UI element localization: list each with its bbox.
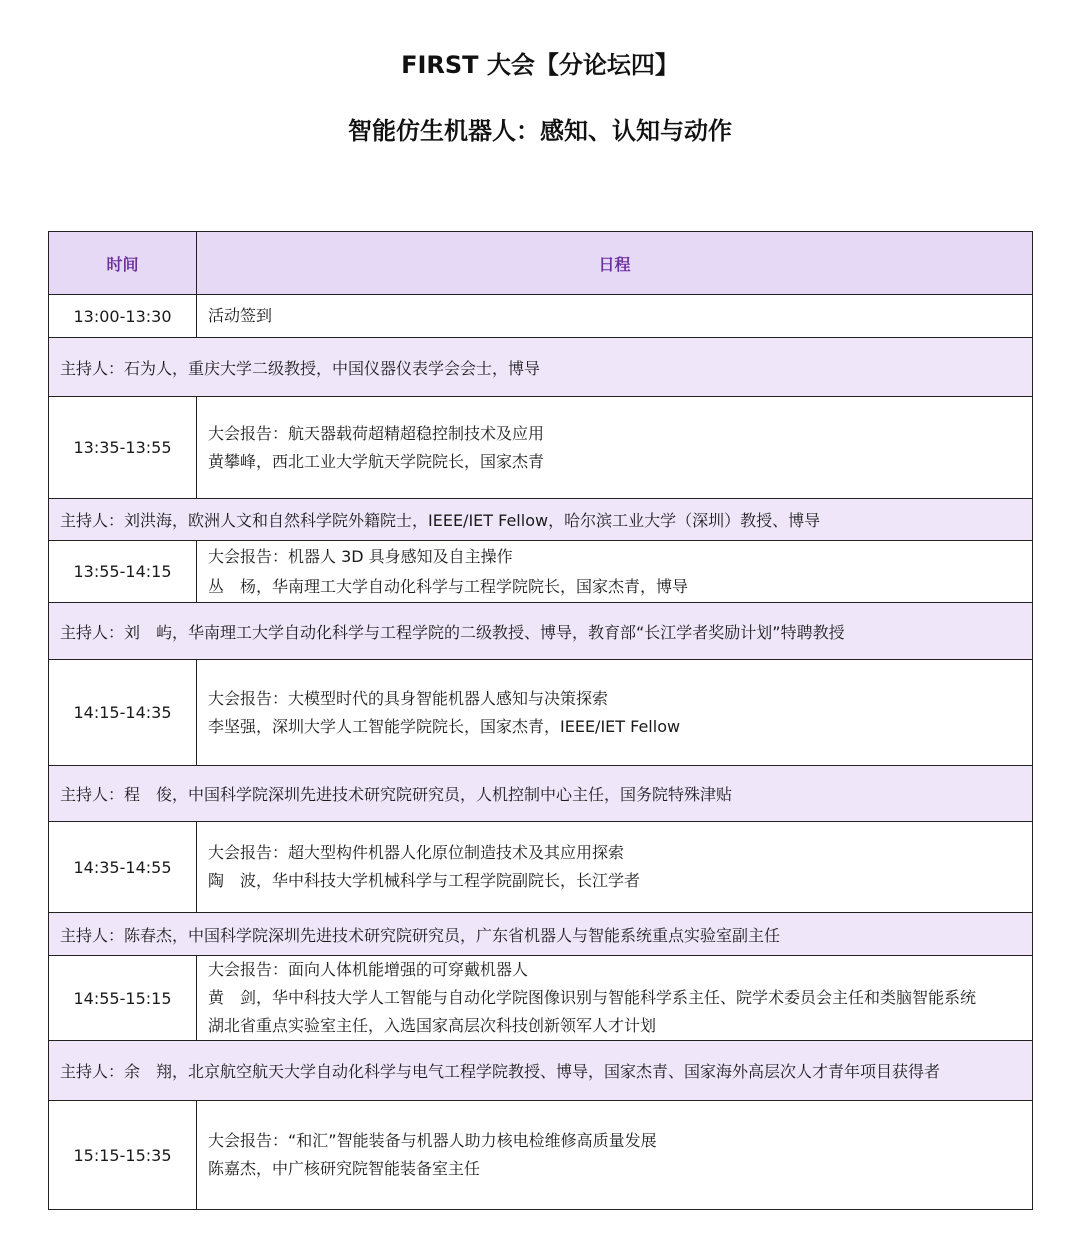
host-cell: 主持人：程 俊，中国科学院深圳先进技术研究院研究员，人机控制中心主任，国务院特殊津贴 [49,766,1033,822]
speaker-info: 丛 杨，华南理工大学自动化科学与工程学院院长，国家杰青，博导 [208,576,689,596]
talk-title: 大会报告：航天器载荷超精超稳控制技术及应用 [208,423,545,443]
time-cell: 13:35-13:55 [49,397,197,499]
table-row [49,1101,1033,1210]
time-cell: 14:15-14:35 [49,660,197,766]
schedule-cell [197,541,1033,603]
schedule-line: 活动签到 [208,306,273,325]
table-row [49,660,1033,766]
speaker-info: 李坚强，深圳大学人工智能学院院长，国家杰青，IEEE/IET Fellow [208,716,681,736]
speaker-info: 陶 波，华中科技大学机械科学与工程学院副院长，长江学者 [208,871,641,890]
table-row [49,295,1033,338]
speaker-info: 黄 剑，华中科技大学人工智能与自动化学院图像识别与智能科学系主任、院学术委员会主任和类脑智能系统 [208,988,977,1007]
speaker-info: 陈嘉杰，中广核研究院智能装备室主任 [208,1159,481,1178]
table-row [49,956,1033,1041]
schedule-cell [197,822,1033,913]
forum-subtitle: 智能仿生机器人：感知、认知与动作 [348,117,732,145]
table-row [49,541,1033,603]
host-row [49,338,1033,397]
host-cell: 主持人：陈春杰，中国科学院深圳先进技术研究院研究员，广东省机器人与智能系统重点实验室副主任 [49,913,1033,956]
table-header-row [49,232,1033,295]
table-row [49,397,1033,499]
schedule-cell [197,660,1033,766]
time-cell: 15:15-15:35 [49,1101,197,1210]
talk-title: 大会报告：大模型时代的具身智能机器人感知与决策探索 [208,688,609,708]
forum-title: FIRST 大会【分论坛四】 [401,51,679,79]
host-cell: 主持人：余 翔，北京航空航天大学自动化科学与电气工程学院教授、博导，国家杰青、国家海外高层次人才青年项目获得者 [49,1041,1033,1101]
talk-title: 大会报告：机器人 3D 具身感知及自主操作 [208,546,513,566]
time-cell: 14:55-15:15 [49,956,197,1041]
host-row [49,499,1033,541]
host-row [49,603,1033,660]
schedule-cell [197,956,1033,1041]
speaker-info: 黄攀峰，西北工业大学航天学院院长，国家杰青 [208,451,545,471]
time-cell: 13:55-14:15 [49,541,197,603]
host-cell: 主持人：刘洪海，欧洲人文和自然科学院外籍院士，IEEE/IET Fellow，哈尔滨工业大学（深圳）教授、博导 [49,499,1033,541]
column-header-schedule: 日程 [197,232,1033,295]
host-row [49,1041,1033,1101]
table-row [49,822,1033,913]
time-cell: 14:35-14:55 [49,822,197,913]
time-cell: 13:00-13:30 [49,295,197,338]
talk-title: 大会报告：“和汇”智能装备与机器人助力核电检维修高质量发展 [208,1131,657,1150]
host-row [49,913,1033,956]
host-cell: 主持人：刘 屿，华南理工大学自动化科学与工程学院的二级教授、博导，教育部“长江学者奖励计划”特聘教授 [49,603,1033,660]
talk-title: 大会报告：面向人体机能增强的可穿戴机器人 [208,960,529,979]
schedule-cell [197,397,1033,499]
talk-title: 大会报告：超大型构件机器人化原位制造技术及其应用探索 [208,843,625,862]
host-row [49,766,1033,822]
schedule-cell [197,295,1033,338]
speaker-info-continued: 湖北省重点实验室主任，入选国家高层次科技创新领军人才计划 [208,1016,657,1035]
column-header-time: 时间 [49,232,197,295]
schedule-cell [197,1101,1033,1210]
schedule-table [48,231,1033,1210]
host-cell: 主持人：石为人，重庆大学二级教授，中国仪器仪表学会会士，博导 [49,338,1033,397]
